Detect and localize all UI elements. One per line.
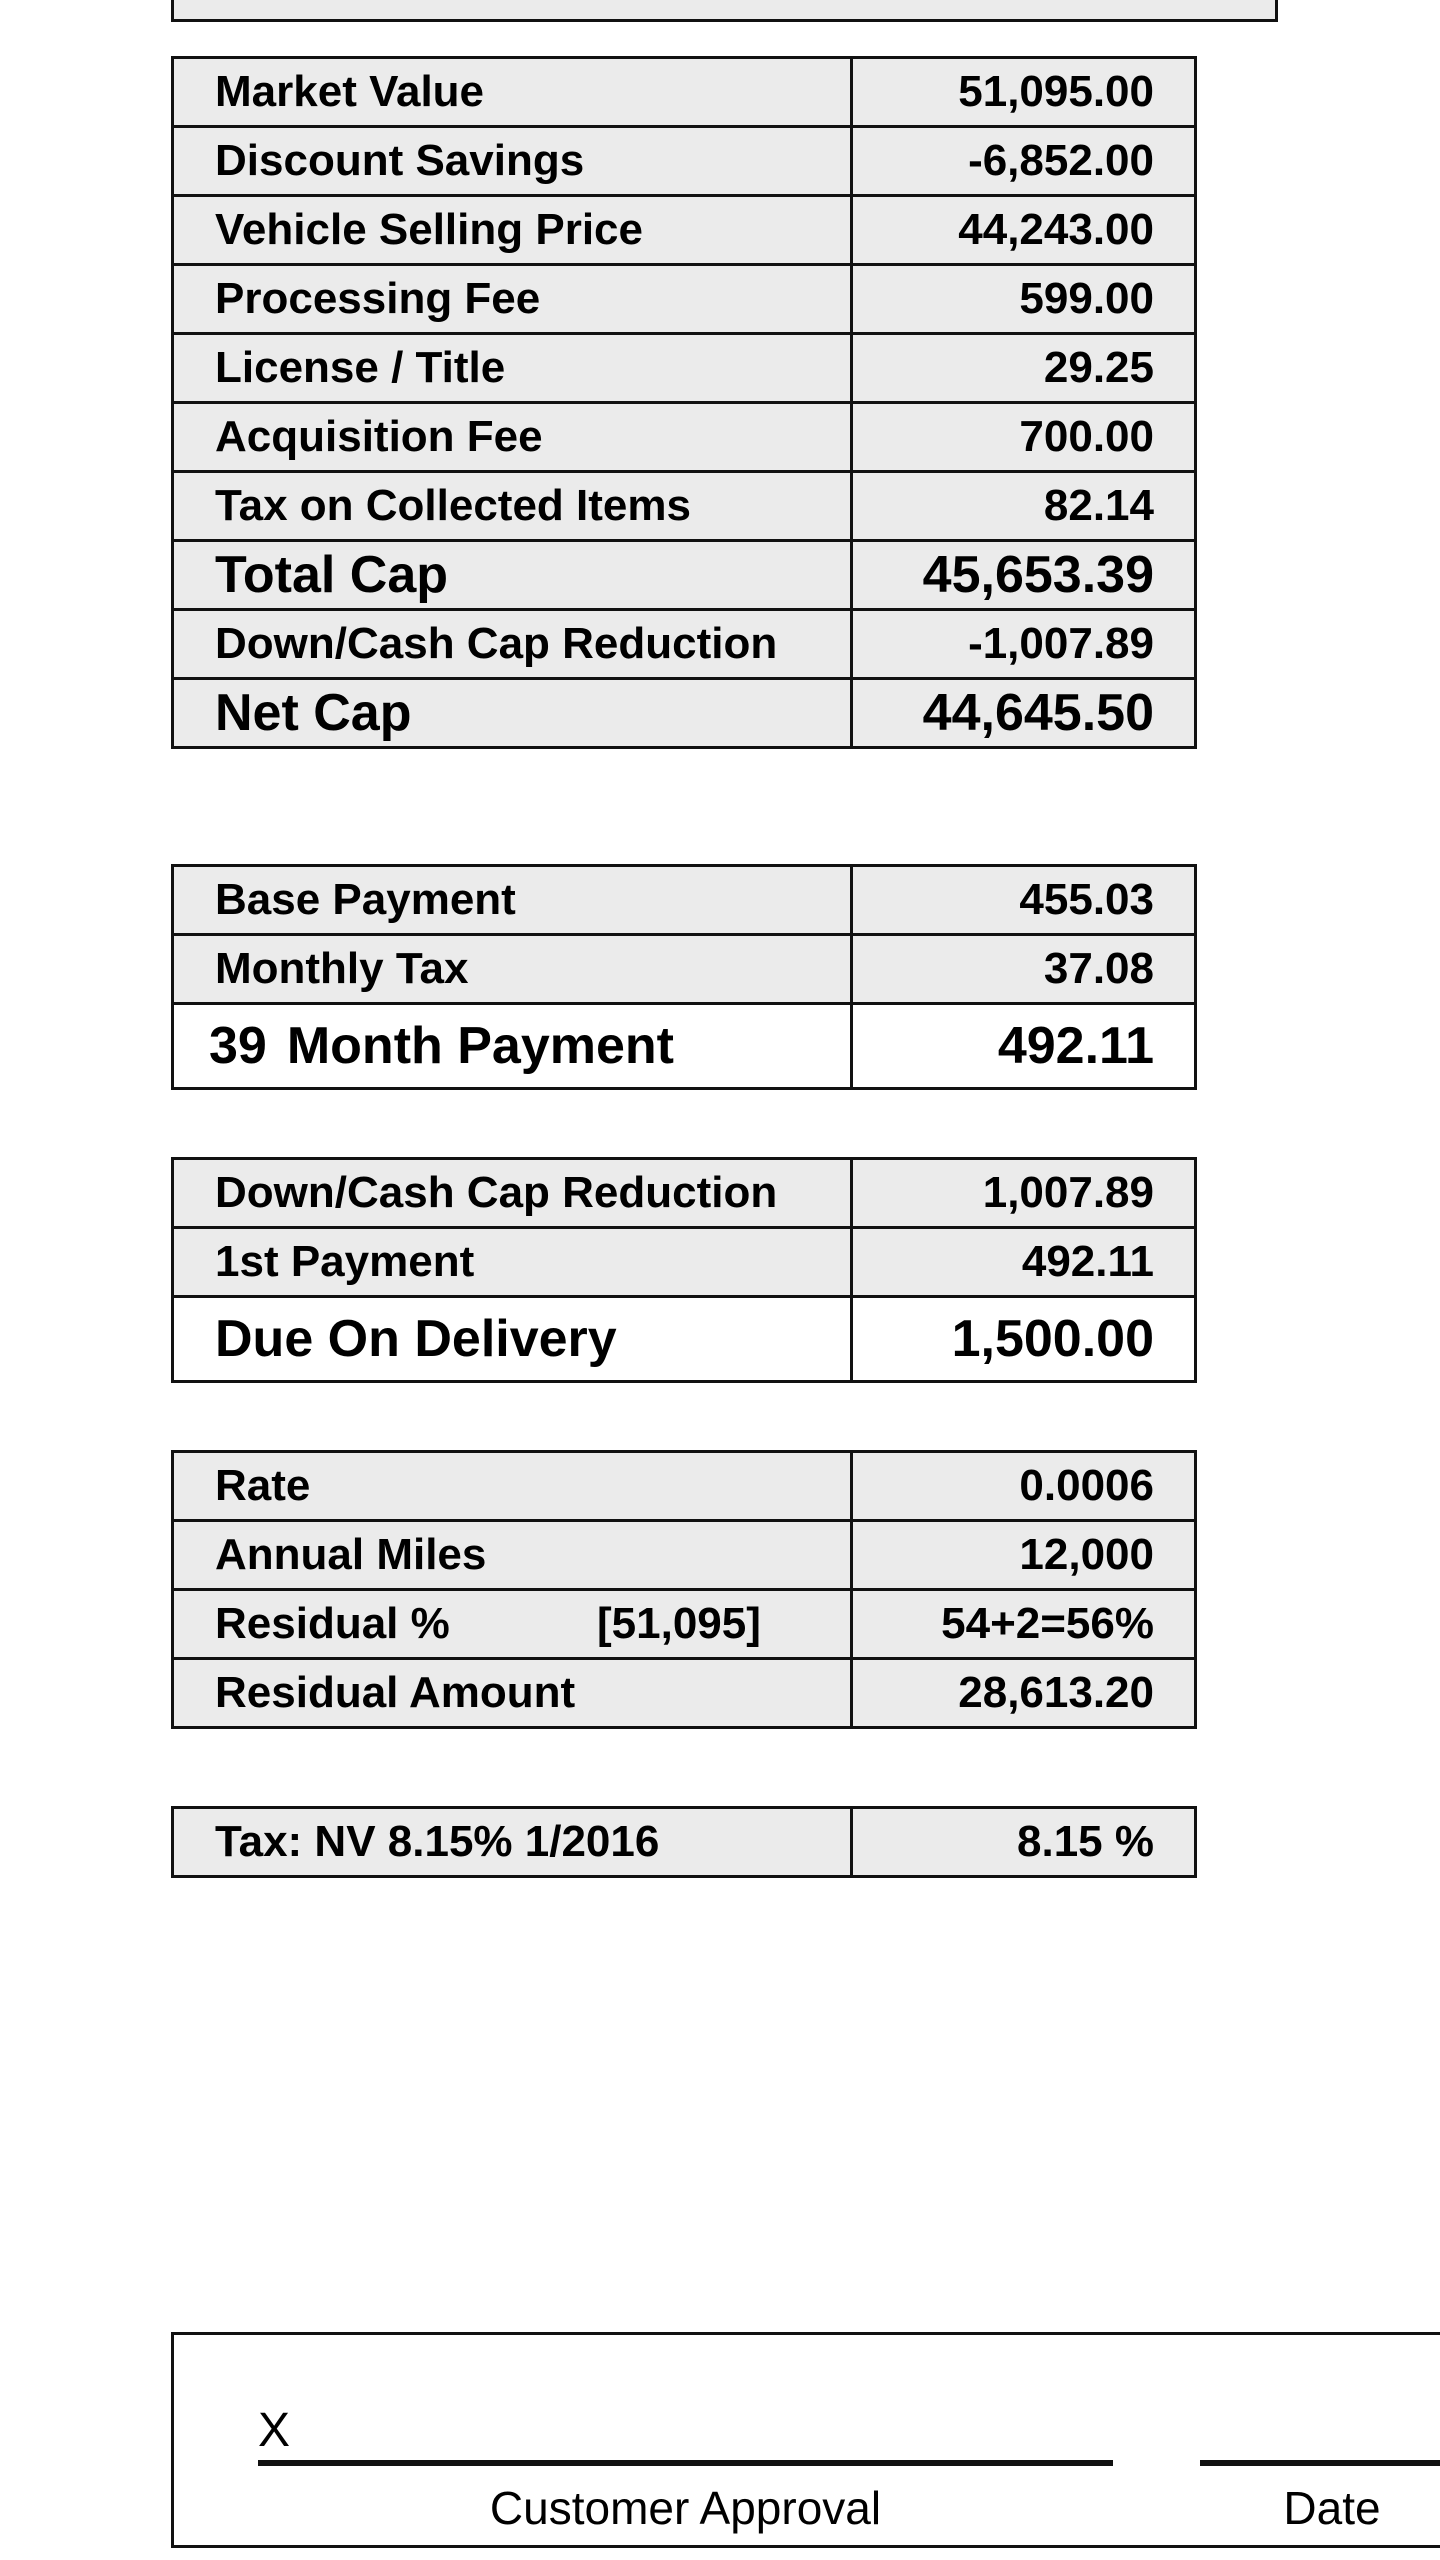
row-label: Vehicle Selling Price — [173, 196, 852, 265]
row-value: 1,500.00 — [852, 1297, 1196, 1382]
delivery-table — [171, 1157, 1197, 1383]
terms-table — [171, 1450, 1197, 1729]
tax-table — [171, 1806, 1197, 1878]
row-down-cash-cap-reduction — [173, 1159, 1196, 1228]
top-section-box — [171, 0, 1278, 22]
signature-box — [171, 2332, 1440, 2548]
row-market-value — [173, 58, 1196, 127]
row-down-cash-cap-reduction — [173, 610, 1196, 679]
row-due-on-delivery — [173, 1297, 1196, 1382]
row-label: Net Cap — [173, 679, 852, 748]
row-label: Base Payment — [173, 866, 852, 935]
row-value: 8.15 % — [852, 1808, 1196, 1877]
row-label: Annual Miles — [173, 1521, 852, 1590]
row-residual-amount — [173, 1659, 1196, 1728]
row-tax-collected-items — [173, 472, 1196, 541]
pricing-table — [171, 56, 1197, 749]
row-value: 37.08 — [852, 935, 1196, 1004]
signature-mark: X — [258, 2404, 291, 2457]
row-discount-savings — [173, 127, 1196, 196]
row-license-title — [173, 334, 1196, 403]
residual-base-value: [51,095] — [597, 1599, 761, 1648]
row-label: Tax on Collected Items — [173, 472, 852, 541]
signature-line[interactable] — [258, 2460, 1113, 2466]
date-caption: Date — [1283, 2482, 1381, 2534]
row-label: Acquisition Fee — [173, 403, 852, 472]
row-label: Rate — [173, 1452, 852, 1521]
row-value: 492.11 — [852, 1004, 1196, 1089]
row-label: Monthly Tax — [173, 935, 852, 1004]
date-line[interactable] — [1200, 2460, 1440, 2466]
row-value: -1,007.89 — [852, 610, 1196, 679]
row-residual-percent — [173, 1590, 1196, 1659]
row-value: 0.0006 — [852, 1452, 1196, 1521]
row-acquisition-fee — [173, 403, 1196, 472]
row-vehicle-selling-price — [173, 196, 1196, 265]
row-rate — [173, 1452, 1196, 1521]
row-monthly-tax — [173, 935, 1196, 1004]
row-label: 1st Payment — [173, 1228, 852, 1297]
payment-table — [171, 864, 1197, 1090]
row-net-cap — [173, 679, 1196, 748]
row-label: Tax: NV 8.15% 1/2016 — [173, 1808, 852, 1877]
row-value: 1,007.89 — [852, 1159, 1196, 1228]
row-value: 82.14 — [852, 472, 1196, 541]
row-annual-miles — [173, 1521, 1196, 1590]
row-value: 51,095.00 — [852, 58, 1196, 127]
row-label: Residual Amount — [173, 1659, 852, 1728]
row-value: 29.25 — [852, 334, 1196, 403]
row-value: -6,852.00 — [852, 127, 1196, 196]
month-payment-label: Month Payment — [286, 1017, 674, 1075]
row-value: 12,000 — [852, 1521, 1196, 1590]
row-value: 44,645.50 — [852, 679, 1196, 748]
row-value: 599.00 — [852, 265, 1196, 334]
row-label: Down/Cash Cap Reduction — [173, 610, 852, 679]
row-base-payment — [173, 866, 1196, 935]
row-value: 54+2=56% — [852, 1590, 1196, 1659]
row-value: 700.00 — [852, 403, 1196, 472]
row-label: Market Value — [173, 58, 852, 127]
row-label: Total Cap — [173, 541, 852, 610]
residual-percent-label: Residual % — [215, 1599, 450, 1648]
row-tax — [173, 1808, 1196, 1877]
row-label: License / Title — [173, 334, 852, 403]
row-label — [173, 1590, 852, 1659]
row-processing-fee — [173, 265, 1196, 334]
row-value: 492.11 — [852, 1228, 1196, 1297]
row-label: Down/Cash Cap Reduction — [173, 1159, 852, 1228]
row-total-cap — [173, 541, 1196, 610]
row-value: 45,653.39 — [852, 541, 1196, 610]
customer-approval-caption: Customer Approval — [489, 2482, 882, 2534]
row-label — [173, 1004, 852, 1089]
row-value: 455.03 — [852, 866, 1196, 935]
term-months: 39 — [209, 1017, 267, 1075]
row-value: 28,613.20 — [852, 1659, 1196, 1728]
row-label: Due On Delivery — [173, 1297, 852, 1382]
row-label: Discount Savings — [173, 127, 852, 196]
row-value: 44,243.00 — [852, 196, 1196, 265]
row-month-payment — [173, 1004, 1196, 1089]
row-first-payment — [173, 1228, 1196, 1297]
row-label: Processing Fee — [173, 265, 852, 334]
